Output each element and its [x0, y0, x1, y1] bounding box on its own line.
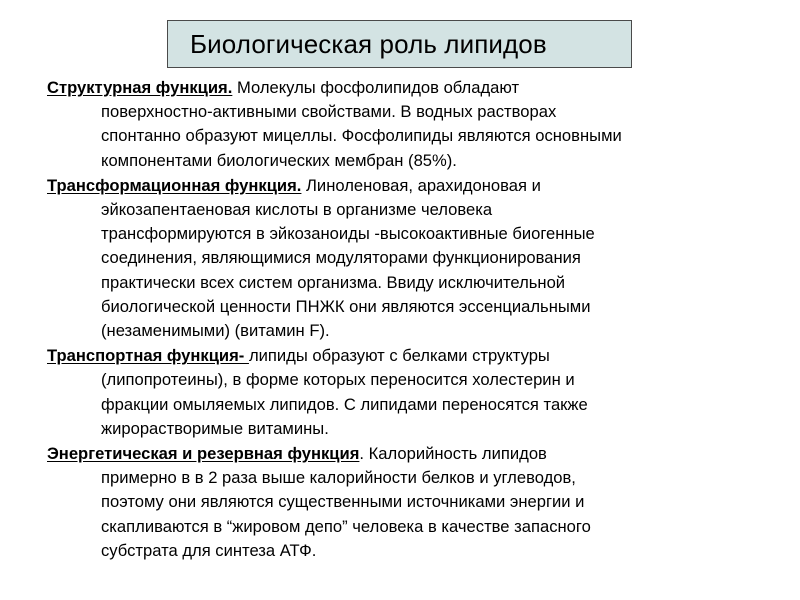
content-body [47, 76, 747, 564]
paragraph-first-line [47, 344, 747, 368]
paragraph-first-line [47, 76, 747, 100]
paragraph-text: липиды образуют с белками структуры [248, 346, 550, 366]
paragraph-text: . Калорийность липидов [359, 444, 547, 464]
paragraph-text: (липопротеины), в форме которых переносится холестерин и [101, 370, 575, 390]
paragraph-text: жирорастворимые витамины. [101, 418, 329, 438]
paragraph-text: Молекулы фосфолипидов обладают [232, 78, 520, 97]
paragraph-structural-function [47, 76, 747, 173]
section-heading: Структурная функция. [47, 78, 233, 97]
paragraph-text: соединения, являющимися модуляторами функционирования [101, 248, 581, 268]
paragraph-first-line [47, 174, 747, 198]
paragraph-text: поэтому они являются существенными источниками энергии и [101, 492, 585, 512]
title-box [167, 20, 632, 68]
paragraph-text: компонентами биологических мембран (85%). [101, 150, 457, 170]
section-heading: Трансформационная функция. [47, 175, 302, 195]
paragraph-text: (незаменимыми) (витамин F). [101, 321, 330, 341]
section-heading: Энергетическая и резервная функция [47, 444, 360, 464]
paragraph-first-line [47, 442, 747, 466]
paragraph-text: эйкозапентаеновая кислоты в организме человека [101, 200, 493, 220]
paragraph-text: субстрата для синтеза АТФ. [101, 540, 317, 560]
paragraph-text: спонтанно образуют мицеллы. Фосфолипиды являются основными [101, 126, 622, 146]
slide-title: Биологическая роль липидов [190, 28, 547, 59]
paragraph-transformation-function [47, 174, 747, 343]
paragraph-text: практически всех систем организма. Ввиду исключительной [101, 272, 566, 292]
paragraph-text: скапливаются в “жировом депо” человека в качестве запасного [101, 516, 591, 536]
paragraph-text: биологической ценности ПНЖК они являются эссенциальными [101, 296, 591, 316]
paragraph-energy-function [47, 442, 747, 563]
paragraph-text: поверхностно-активными свойствами. В водных растворах [101, 102, 557, 122]
paragraph-text: Линоленовая, арахидоновая и [301, 175, 541, 195]
paragraph-text: фракции омыляемых липидов. С липидами переносятся также [101, 394, 588, 414]
section-heading: Транспортная функция- [47, 346, 249, 366]
paragraph-transport-function [47, 344, 747, 441]
paragraph-text: трансформируются в эйкозаноиды -высокоактивные биогенные [101, 224, 595, 244]
paragraph-text: примерно в в 2 раза выше калорийности белков и углеводов, [101, 468, 576, 488]
